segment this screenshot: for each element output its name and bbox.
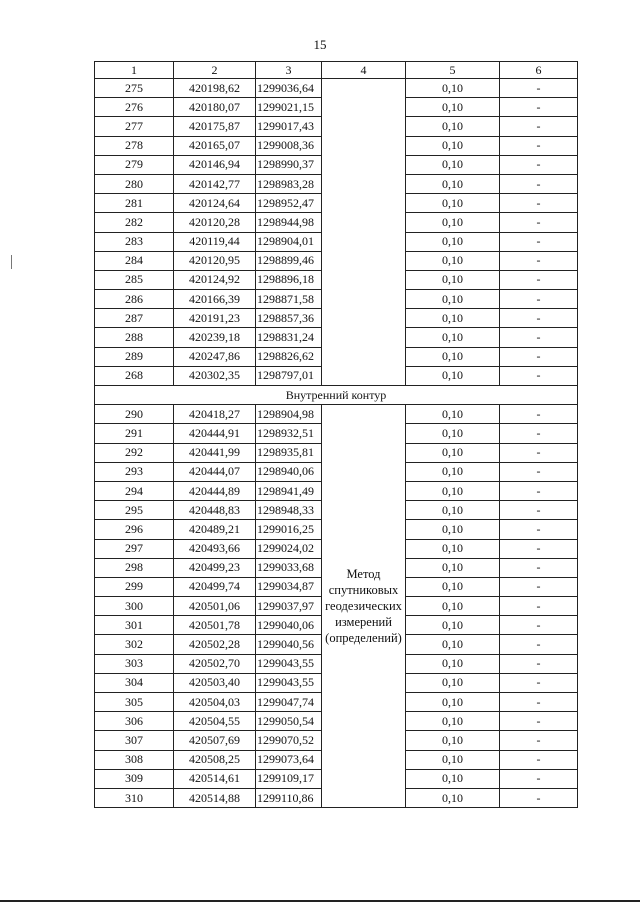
table-cell: 0,10: [406, 270, 500, 289]
table-cell: 420120,28: [174, 213, 256, 232]
table-cell: 420504,55: [174, 712, 256, 731]
table-cell: 1299070,52: [256, 731, 322, 750]
table-cell: -: [500, 213, 578, 232]
table-row: [95, 79, 578, 98]
table-cell: 302: [95, 635, 174, 654]
table-cell: 420120,95: [174, 251, 256, 270]
table-cell: 309: [95, 769, 174, 788]
table-cell: -: [500, 251, 578, 270]
table-cell: 0,10: [406, 136, 500, 155]
table-cell: 0,10: [406, 539, 500, 558]
table-cell: 0,10: [406, 577, 500, 596]
table-cell: 268: [95, 366, 174, 385]
table-cell: 295: [95, 501, 174, 520]
table-cell: -: [500, 501, 578, 520]
table-cell: -: [500, 635, 578, 654]
table-cell: 0,10: [406, 328, 500, 347]
table-row: [95, 405, 578, 424]
table-cell: 0,10: [406, 673, 500, 692]
table-cell: -: [500, 443, 578, 462]
table-cell: -: [500, 347, 578, 366]
table-cell: 1298904,98: [256, 405, 322, 424]
table-cell: 0,10: [406, 232, 500, 251]
table-cell: 1299036,64: [256, 79, 322, 98]
table-cell: 300: [95, 597, 174, 616]
table-cell: 420198,62: [174, 79, 256, 98]
table-cell: 289: [95, 347, 174, 366]
table-cell: 420493,66: [174, 539, 256, 558]
table-cell: 1299016,25: [256, 520, 322, 539]
table-cell: 0,10: [406, 731, 500, 750]
table-cell: 304: [95, 673, 174, 692]
table-cell: 301: [95, 616, 174, 635]
table-cell: -: [500, 290, 578, 309]
table-cell: 0,10: [406, 424, 500, 443]
table-cell: -: [500, 194, 578, 213]
table-cell: 1299040,56: [256, 635, 322, 654]
table-cell: 1298948,33: [256, 501, 322, 520]
table-cell: 1299043,55: [256, 654, 322, 673]
table-cell: -: [500, 712, 578, 731]
table-cell: 420444,07: [174, 462, 256, 481]
coordinates-table: [94, 61, 578, 808]
table-cell: 286: [95, 290, 174, 309]
table-cell: -: [500, 597, 578, 616]
table-cell: 294: [95, 481, 174, 500]
table-cell: 280: [95, 174, 174, 193]
table-cell: 1299073,64: [256, 750, 322, 769]
table-cell: -: [500, 98, 578, 117]
table-cell: 0,10: [406, 693, 500, 712]
table-cell: 0,10: [406, 309, 500, 328]
table-cell: -: [500, 405, 578, 424]
table-cell: 1298904,01: [256, 232, 322, 251]
table-cell: 420302,35: [174, 366, 256, 385]
table-cell: 0,10: [406, 405, 500, 424]
column-header: 1: [95, 62, 174, 79]
table-cell: -: [500, 654, 578, 673]
table-cell: 420444,91: [174, 424, 256, 443]
table-cell: 420503,40: [174, 673, 256, 692]
table-cell: 292: [95, 443, 174, 462]
table-cell: 0,10: [406, 462, 500, 481]
table-cell: 0,10: [406, 174, 500, 193]
table-cell: 1298932,51: [256, 424, 322, 443]
table-cell: 1298871,58: [256, 290, 322, 309]
table-cell: 0,10: [406, 654, 500, 673]
table-cell: 281: [95, 194, 174, 213]
table-cell: 0,10: [406, 481, 500, 500]
section-title: Внутренний контур: [95, 386, 578, 405]
table-cell: -: [500, 155, 578, 174]
table-cell: 420489,21: [174, 520, 256, 539]
table-cell: 420142,77: [174, 174, 256, 193]
table-cell: 420501,06: [174, 597, 256, 616]
table-cell: 298: [95, 558, 174, 577]
table-cell: 420504,03: [174, 693, 256, 712]
header-row: [95, 62, 578, 79]
table-cell: -: [500, 232, 578, 251]
table-cell: 420146,94: [174, 155, 256, 174]
table-cell: 1299050,54: [256, 712, 322, 731]
table-cell: 420444,89: [174, 481, 256, 500]
table-cell: 420124,64: [174, 194, 256, 213]
table-cell: 0,10: [406, 366, 500, 385]
table-cell: 303: [95, 654, 174, 673]
table-cell: -: [500, 462, 578, 481]
table-cell: 306: [95, 712, 174, 731]
table-cell: 420514,88: [174, 788, 256, 807]
table-cell: 420501,78: [174, 616, 256, 635]
table-body-outer: [95, 79, 578, 386]
table-cell: 277: [95, 117, 174, 136]
scan-border-line: [0, 900, 640, 902]
table-cell: 1298935,81: [256, 443, 322, 462]
table-cell: 420514,61: [174, 769, 256, 788]
table-cell: 420502,70: [174, 654, 256, 673]
table-cell: 1299109,17: [256, 769, 322, 788]
table-cell: 1299008,36: [256, 136, 322, 155]
table-cell: 0,10: [406, 194, 500, 213]
table-cell: 420502,28: [174, 635, 256, 654]
table-cell: 308: [95, 750, 174, 769]
table-cell: 1299040,06: [256, 616, 322, 635]
table-body-inner: [95, 405, 578, 808]
table-cell: 297: [95, 539, 174, 558]
table-cell: 307: [95, 731, 174, 750]
table-cell: -: [500, 79, 578, 98]
table-cell: 420165,07: [174, 136, 256, 155]
table-cell: 1299037,97: [256, 597, 322, 616]
table-cell: 420124,92: [174, 270, 256, 289]
table-cell: 1298857,36: [256, 309, 322, 328]
table-cell: 284: [95, 251, 174, 270]
table-cell: 0,10: [406, 712, 500, 731]
method-cell: [322, 79, 406, 386]
table-cell: 1298952,47: [256, 194, 322, 213]
table-cell: 0,10: [406, 443, 500, 462]
table-cell: 1298797,01: [256, 366, 322, 385]
table-cell: -: [500, 539, 578, 558]
table-cell: 291: [95, 424, 174, 443]
table-cell: 1299043,55: [256, 673, 322, 692]
table-cell: 420508,25: [174, 750, 256, 769]
table-cell: -: [500, 424, 578, 443]
table-cell: 0,10: [406, 788, 500, 807]
table-cell: 0,10: [406, 213, 500, 232]
table-cell: 1299024,02: [256, 539, 322, 558]
scan-mark: [11, 255, 12, 269]
method-cell: Метод спутниковых геодезических измерений (определений): [322, 405, 406, 808]
table-cell: -: [500, 270, 578, 289]
table-cell: 1299110,86: [256, 788, 322, 807]
table-cell: 0,10: [406, 769, 500, 788]
table-cell: 420175,87: [174, 117, 256, 136]
table-cell: 287: [95, 309, 174, 328]
table-cell: 420418,27: [174, 405, 256, 424]
table-cell: 283: [95, 232, 174, 251]
table-cell: 293: [95, 462, 174, 481]
table-cell: 420441,99: [174, 443, 256, 462]
table-cell: 420507,69: [174, 731, 256, 750]
table-cell: 1298983,28: [256, 174, 322, 193]
column-header: 6: [500, 62, 578, 79]
table-cell: 0,10: [406, 597, 500, 616]
table-cell: -: [500, 174, 578, 193]
table-cell: 0,10: [406, 501, 500, 520]
table-cell: 420191,23: [174, 309, 256, 328]
table-cell: 1299021,15: [256, 98, 322, 117]
table-cell: 285: [95, 270, 174, 289]
table-cell: -: [500, 117, 578, 136]
table-cell: 290: [95, 405, 174, 424]
table-cell: -: [500, 788, 578, 807]
table-cell: -: [500, 750, 578, 769]
table-cell: 0,10: [406, 290, 500, 309]
table-cell: 1299034,87: [256, 577, 322, 596]
table-cell: -: [500, 328, 578, 347]
table-cell: 0,10: [406, 750, 500, 769]
table-cell: 420239,18: [174, 328, 256, 347]
table-cell: -: [500, 366, 578, 385]
table-cell: 0,10: [406, 155, 500, 174]
table-cell: -: [500, 136, 578, 155]
table-cell: 420448,83: [174, 501, 256, 520]
table-cell: 1298896,18: [256, 270, 322, 289]
table-cell: 0,10: [406, 79, 500, 98]
column-header: 4: [322, 62, 406, 79]
table-cell: 1298944,98: [256, 213, 322, 232]
table-cell: 282: [95, 213, 174, 232]
table-cell: 310: [95, 788, 174, 807]
table-cell: 1299047,74: [256, 693, 322, 712]
table-cell: -: [500, 673, 578, 692]
page-number: 15: [313, 37, 327, 52]
table-cell: 278: [95, 136, 174, 155]
table-cell: 420247,86: [174, 347, 256, 366]
table-cell: 1299017,43: [256, 117, 322, 136]
table-cell: 0,10: [406, 117, 500, 136]
table-cell: 275: [95, 79, 174, 98]
table-cell: -: [500, 309, 578, 328]
column-header: 2: [174, 62, 256, 79]
table-cell: -: [500, 769, 578, 788]
table-cell: 279: [95, 155, 174, 174]
table-cell: 420166,39: [174, 290, 256, 309]
section-row: [95, 386, 578, 405]
table-cell: 0,10: [406, 251, 500, 270]
table-cell: 0,10: [406, 616, 500, 635]
table-cell: 276: [95, 98, 174, 117]
table-cell: 0,10: [406, 347, 500, 366]
table-cell: 420499,23: [174, 558, 256, 577]
table-cell: -: [500, 558, 578, 577]
table-cell: 1298899,46: [256, 251, 322, 270]
table-cell: 420499,74: [174, 577, 256, 596]
table-cell: -: [500, 577, 578, 596]
table-cell: 1298990,37: [256, 155, 322, 174]
column-header: 3: [256, 62, 322, 79]
table-cell: 1298831,24: [256, 328, 322, 347]
table-cell: 1298941,49: [256, 481, 322, 500]
table-cell: 1298940,06: [256, 462, 322, 481]
table-cell: 305: [95, 693, 174, 712]
table-cell: 288: [95, 328, 174, 347]
table-cell: 1298826,62: [256, 347, 322, 366]
table-cell: 420180,07: [174, 98, 256, 117]
column-header: 5: [406, 62, 500, 79]
table-cell: 0,10: [406, 520, 500, 539]
table-cell: -: [500, 481, 578, 500]
table-cell: 299: [95, 577, 174, 596]
table-cell: -: [500, 616, 578, 635]
table-cell: 1299033,68: [256, 558, 322, 577]
table-cell: 420119,44: [174, 232, 256, 251]
table-cell: 0,10: [406, 558, 500, 577]
section-row-group: [95, 386, 578, 405]
table-cell: 0,10: [406, 635, 500, 654]
table-cell: -: [500, 693, 578, 712]
table-cell: 0,10: [406, 98, 500, 117]
table-cell: 296: [95, 520, 174, 539]
table-cell: -: [500, 520, 578, 539]
table-cell: -: [500, 731, 578, 750]
